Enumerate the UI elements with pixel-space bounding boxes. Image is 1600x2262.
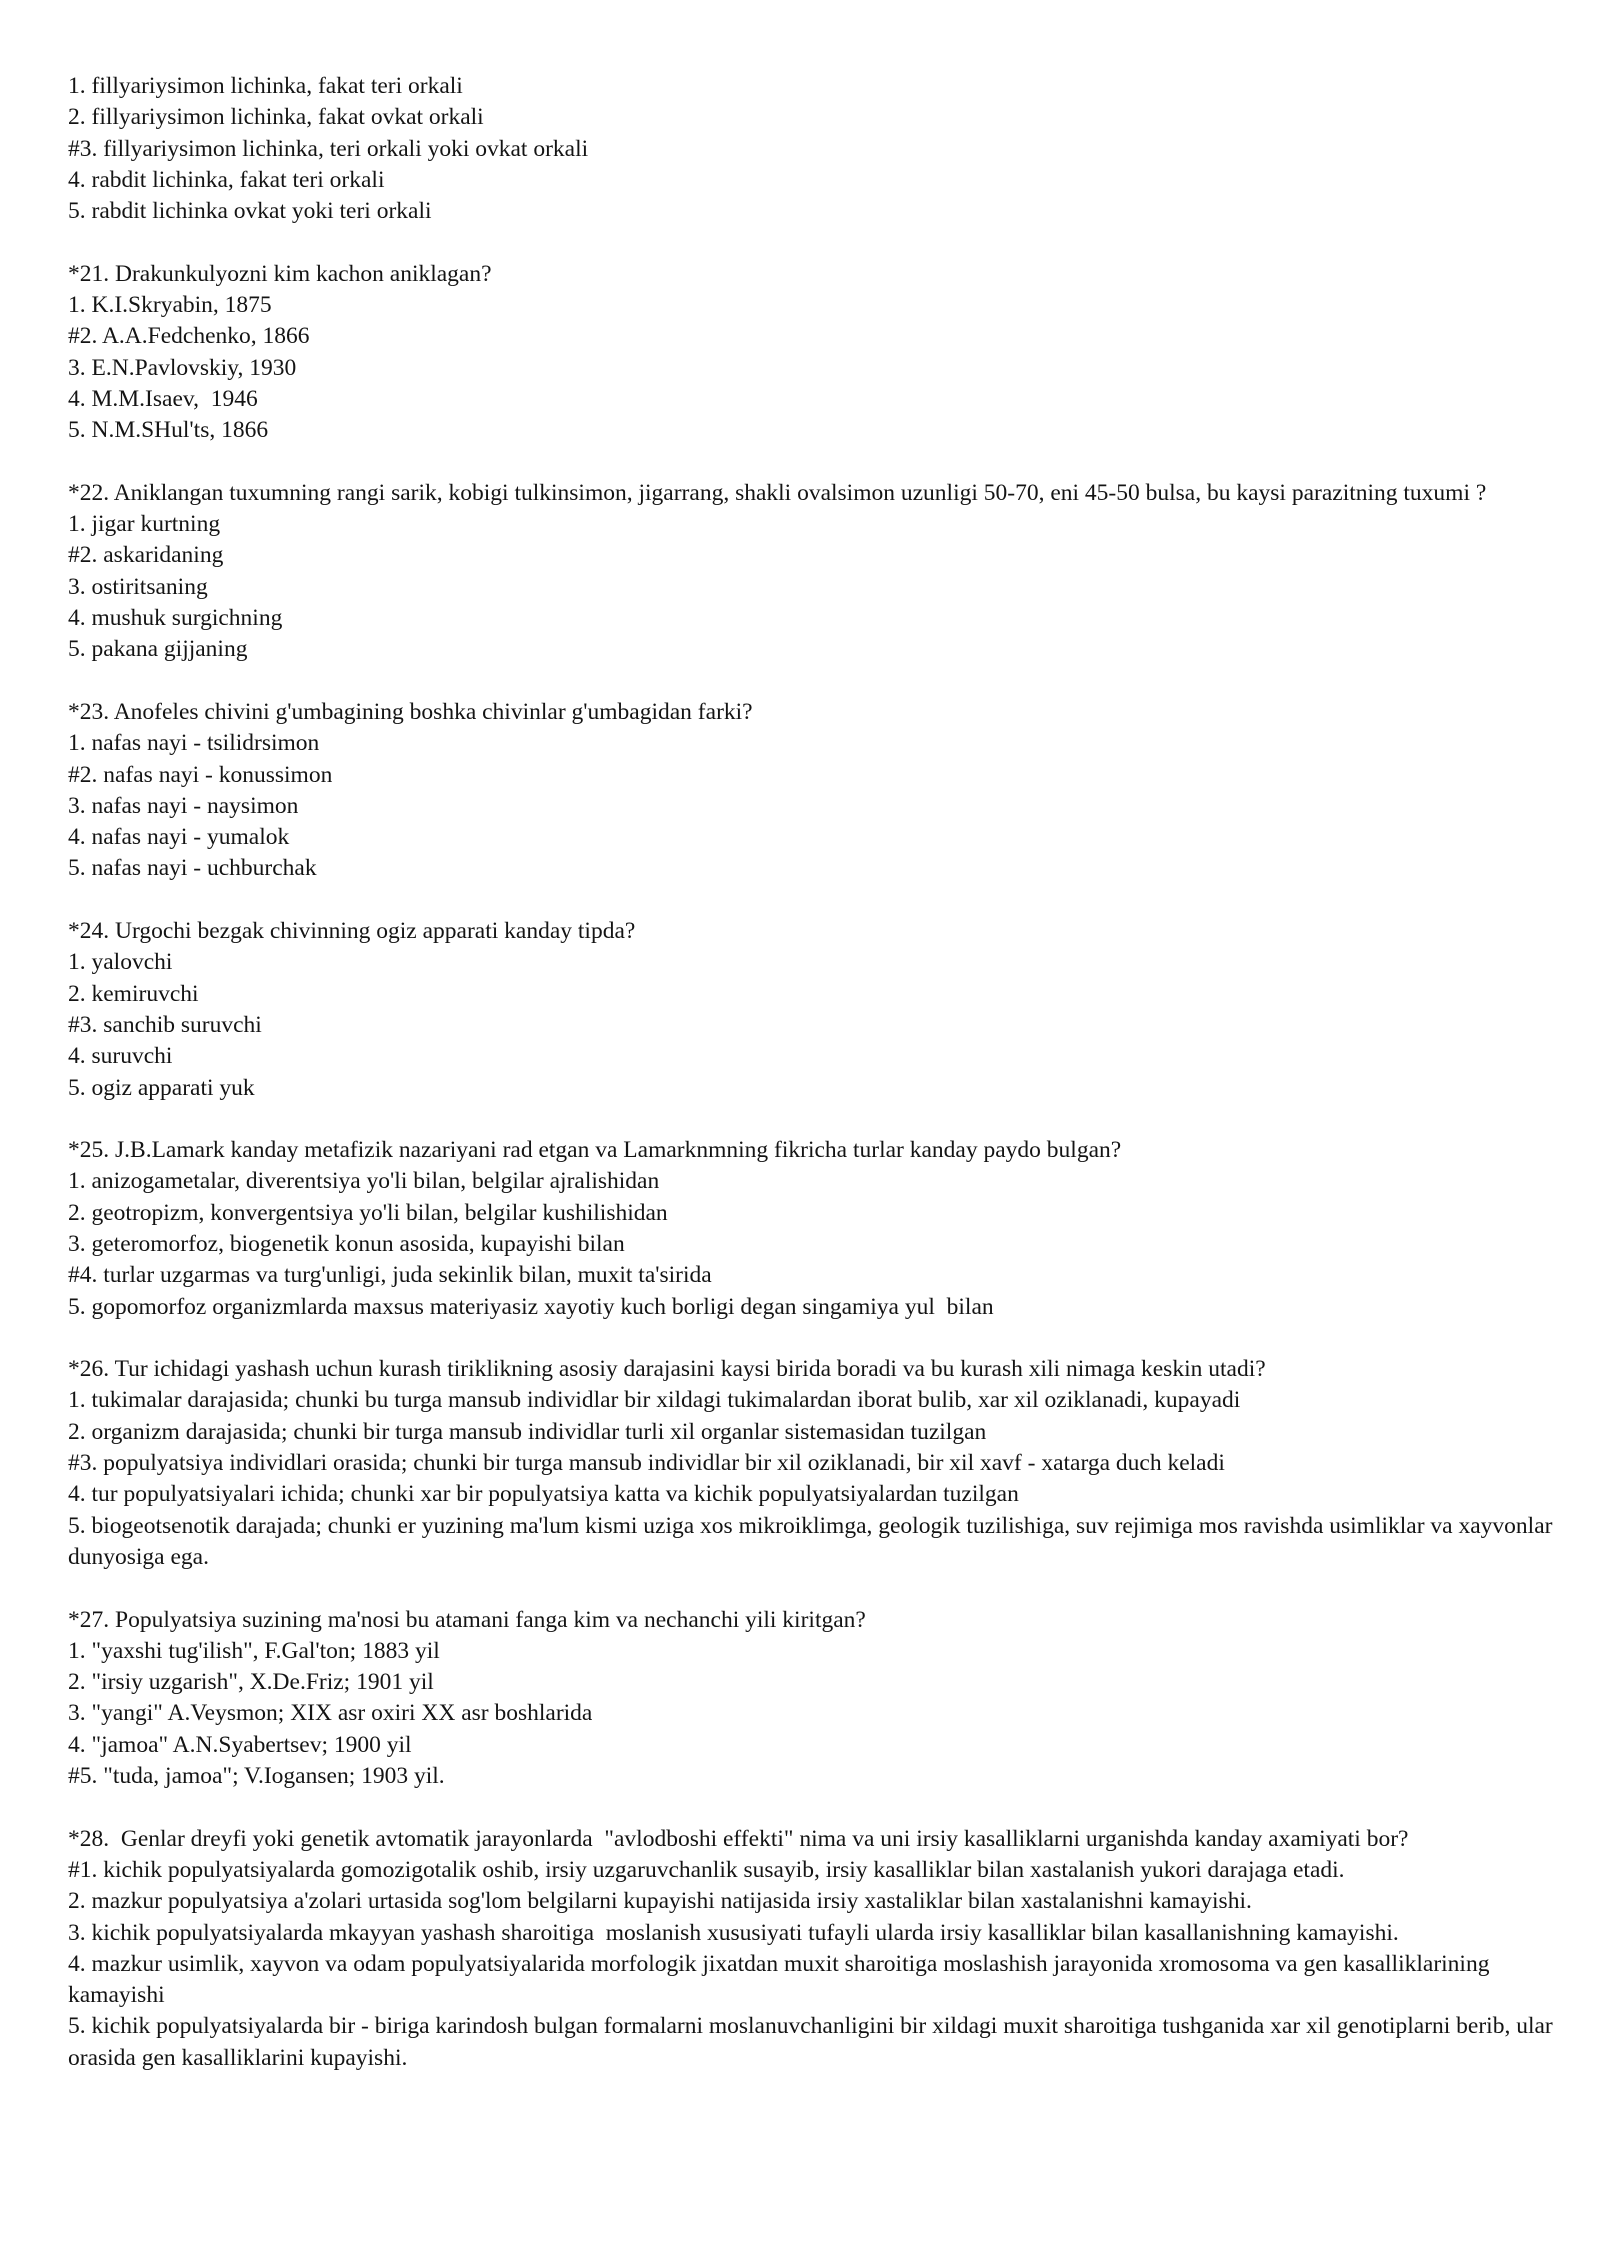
spacer: [68, 1104, 1568, 1135]
answer-option-correct: #2. askaridaning: [68, 542, 224, 569]
answer-option-correct: #2. nafas nayi - konussimon: [68, 761, 333, 788]
answer-option: 2. mazkur populyatsiya a'zolari urtasida sog'lom belgilarni kupayishi natijasida irsiy xastaliklar bilan xastalanishni kamayishi.: [68, 1888, 1252, 1915]
answer-option: 5. rabdit lichinka ovkat yoki teri orkali: [68, 198, 432, 225]
answer-option: 3. "yangi" A.Veysmon; XIX asr oxiri XX asr boshlarida: [68, 1700, 593, 1727]
answer-option-correct: #1. kichik populyatsiyalarda gomozigotalik oshib, irsiy uzgaruvchanlik susayib, irsiy kasalliklar bilan xastalanish yukori darajaga etadi.: [68, 1856, 1345, 1883]
answer-option: 3. kichik populyatsiyalarda mkayyan yashash sharoitiga moslanish xususiyati tufayli ularda irsiy kasalliklar bilan kasallanishning kamayishi.: [68, 1919, 1399, 1946]
question-text: *23. Anofeles chivini g'umbagining boshka chivinlar g'umbagidan farki?: [68, 698, 753, 725]
answer-option: 5. ogiz apparati yuk: [68, 1074, 255, 1101]
document-page: [68, 71, 1568, 2074]
answer-option: 2. geotropizm, konvergentsiya yo'li bilan, belgilar kushilishidan: [68, 1199, 668, 1226]
spacer: [68, 1573, 1568, 1604]
answer-option: 1. yalovchi: [68, 949, 173, 976]
question-block: [68, 1354, 1568, 1573]
answer-option: 5. pakana gijjaning: [68, 636, 248, 663]
answer-option: 5. N.M.SHul'ts, 1866: [68, 417, 269, 444]
spacer: [68, 1323, 1568, 1354]
question-block: [68, 1135, 1568, 1323]
answer-option: 4. rabdit lichinka, fakat teri orkali: [68, 166, 385, 193]
answer-option: 4. mushuk surgichning: [68, 605, 283, 632]
answer-option: 3. nafas nayi - naysimon: [68, 792, 299, 819]
question-block: [68, 916, 1568, 1104]
question-text: *26. Tur ichidagi yashash uchun kurash tiriklikning asosiy darajasini kaysi birida boradi va bu kurash xili nimaga keskin utadi?: [68, 1356, 1266, 1383]
answer-option: 4. M.M.Isaev, 1946: [68, 385, 258, 412]
question-block: [68, 1824, 1568, 2074]
question-text: *25. J.B.Lamark kanday metafizik nazariyani rad etgan va Lamarknmning fikricha turlar kanday paydo bulgan?: [68, 1137, 1122, 1164]
answer-option-correct: #4. turlar uzgarmas va turg'unligi, juda sekinlik bilan, muxit ta'sirida: [68, 1262, 712, 1289]
question-text: *21. Drakunkulyozni kim kachon aniklagan?: [68, 260, 492, 287]
question-block: [68, 259, 1568, 447]
answer-option: 2. fillyariysimon lichinka, fakat ovkat orkali: [68, 104, 484, 131]
answer-option-correct: #3. sanchib suruvchi: [68, 1011, 262, 1038]
answer-option: 4. suruvchi: [68, 1043, 173, 1070]
spacer: [68, 666, 1568, 697]
answer-option-correct: #5. "tuda, jamoa"; V.Iogansen; 1903 yil.: [68, 1763, 445, 1790]
answer-option: 3. geteromorfoz, biogenetik konun asosida, kupayishi bilan: [68, 1230, 625, 1257]
answer-option: 5. kichik populyatsiyalarda bir - biriga karindosh bulgan formalarni moslanuvchanligini bir xildagi muxit sharoitiga tushganida xar xil genotiplarni berib, ular orasida gen kasalliklarini kupayishi.: [68, 2013, 1559, 2071]
question-text: *27. Populyatsiya suzining ma'nosi bu atamani fanga kim va nechanchi yili kiritgan?: [68, 1606, 866, 1633]
answer-option: 1. fillyariysimon lichinka, fakat teri orkali: [68, 73, 463, 99]
answer-option: 1. jigar kurtning: [68, 511, 221, 538]
question-block: [68, 1605, 1568, 1793]
question-block: [68, 71, 1568, 227]
answer-option: 1. anizogametalar, diverentsiya yo'li bilan, belgilar ajralishidan: [68, 1168, 660, 1195]
spacer: [68, 447, 1568, 478]
answer-option-correct: #2. A.A.Fedchenko, 1866: [68, 323, 310, 350]
answer-option: 2. kemiruvchi: [68, 980, 199, 1007]
answer-option: 2. "irsiy uzgarish", X.De.Friz; 1901 yil: [68, 1669, 434, 1696]
spacer: [68, 885, 1568, 916]
question-text: *28. Genlar dreyfi yoki genetik avtomatik jarayonlarda "avlodboshi effekti" nima va uni irsiy kasalliklarni urganishda kanday axamiyati bor?: [68, 1825, 1409, 1852]
answer-option: 1. K.I.Skryabin, 1875: [68, 292, 272, 319]
question-text: *22. Aniklangan tuxumning rangi sarik, kobigi tulkinsimon, jigarrang, shakli ovalsimon uzunligi 50-70, eni 45-50 bulsa, bu kaysi parazitning tuxumi ?: [68, 479, 1487, 506]
answer-option: 4. nafas nayi - yumalok: [68, 824, 290, 851]
spacer: [68, 227, 1568, 258]
answer-option-correct: #3. populyatsiya individlari orasida; chunki bir turga mansub individlar bir xil oziklanadi, bir xil xavf - xatarga duch keladi: [68, 1450, 1225, 1477]
answer-option: 3. ostiritsaning: [68, 573, 208, 600]
answer-option: 3. E.N.Pavlovskiy, 1930: [68, 354, 297, 381]
answer-option: 1. tukimalar darajasida; chunki bu turga mansub individlar bir xildagi tukimalardan iborat bulib, xar xil oziklanadi, kupayadi: [68, 1387, 1241, 1414]
question-block: [68, 697, 1568, 885]
answer-option: 2. organizm darajasida; chunki bir turga mansub individlar turli xil organlar sistemasidan tuzilgan: [68, 1418, 987, 1445]
answer-option: 1. nafas nayi - tsilidrsimon: [68, 730, 320, 757]
question-block: [68, 478, 1568, 666]
question-text: *24. Urgochi bezgak chivinning ogiz apparati kanday tipda?: [68, 918, 636, 945]
answer-option: 5. gopomorfoz organizmlarda maxsus materiyasiz xayotiy kuch borligi degan singamiya yul bilan: [68, 1293, 994, 1320]
answer-option: 4. tur populyatsiyalari ichida; chunki xar bir populyatsiya katta va kichik populyatsiyalardan tuzilgan: [68, 1481, 1019, 1508]
answer-option: 4. "jamoa" A.N.Syabertsev; 1900 yil: [68, 1731, 412, 1758]
answer-option: 1. "yaxshi tug'ilish", F.Gal'ton; 1883 yil: [68, 1637, 440, 1664]
spacer: [68, 1792, 1568, 1823]
answer-option: 5. biogeotsenotik darajada; chunki er yuzining ma'lum kismi uziga xos mikroiklimga, geologik tuzilishiga, suv rejimiga mos ravishda usimliklar va xayvonlar dunyosiga ega.: [68, 1512, 1559, 1570]
answer-option: 4. mazkur usimlik, xayvon va odam populyatsiyalarida morfologik jixatdan muxit sharoitiga moslashish jarayonida xromosoma va gen kasalliklarining kamayishi: [68, 1950, 1496, 2009]
answer-option-correct: #3. fillyariysimon lichinka, teri orkali yoki ovkat orkali: [68, 135, 589, 162]
answer-option: 5. nafas nayi - uchburchak: [68, 855, 317, 882]
